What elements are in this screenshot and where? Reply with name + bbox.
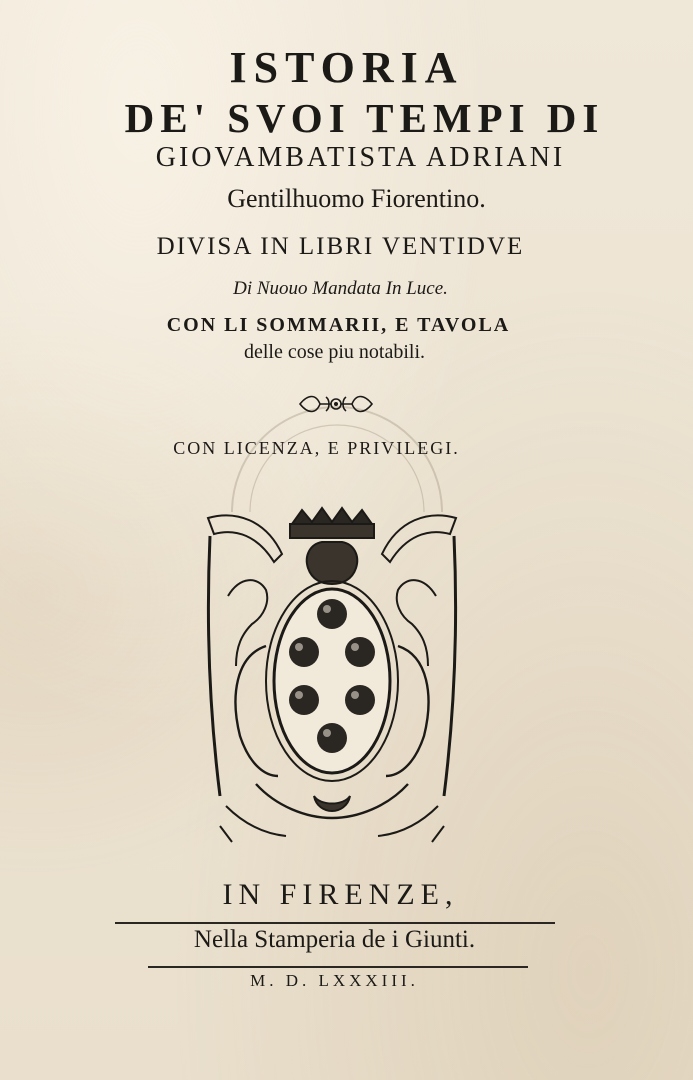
author-name: GIOVAMBATISTA ADRIANI bbox=[155, 142, 566, 173]
imprint-rule-top bbox=[115, 922, 555, 924]
imprint-rule-bottom bbox=[148, 966, 528, 968]
division-line: DIVISA IN LIBRI VENTIDVE bbox=[156, 233, 525, 260]
title-line-1: ISTORIA bbox=[229, 43, 464, 92]
fleuron-icon bbox=[298, 392, 374, 416]
title-line-2: DE' SVOI TEMPI DI bbox=[124, 95, 605, 141]
license-line: CON LICENZA, E PRIVILEGI. bbox=[173, 438, 460, 458]
imprint-year: M. D. LXXXIII. bbox=[250, 971, 419, 990]
medici-coat-of-arms-icon bbox=[196, 506, 468, 856]
imprint-city: IN FIRENZE, bbox=[222, 878, 459, 911]
contents-line: CON LI SOMMARII, E TAVOLA bbox=[166, 314, 511, 336]
imprint-printer: Nella Stamperia de i Giunti. bbox=[193, 926, 476, 953]
edition-line: Di Nuouo Mandata In Luce. bbox=[233, 278, 448, 299]
contents-line-2: delle cose piu notabili. bbox=[243, 341, 426, 363]
author-descriptor: Gentilhuomo Fiorentino. bbox=[227, 184, 486, 213]
